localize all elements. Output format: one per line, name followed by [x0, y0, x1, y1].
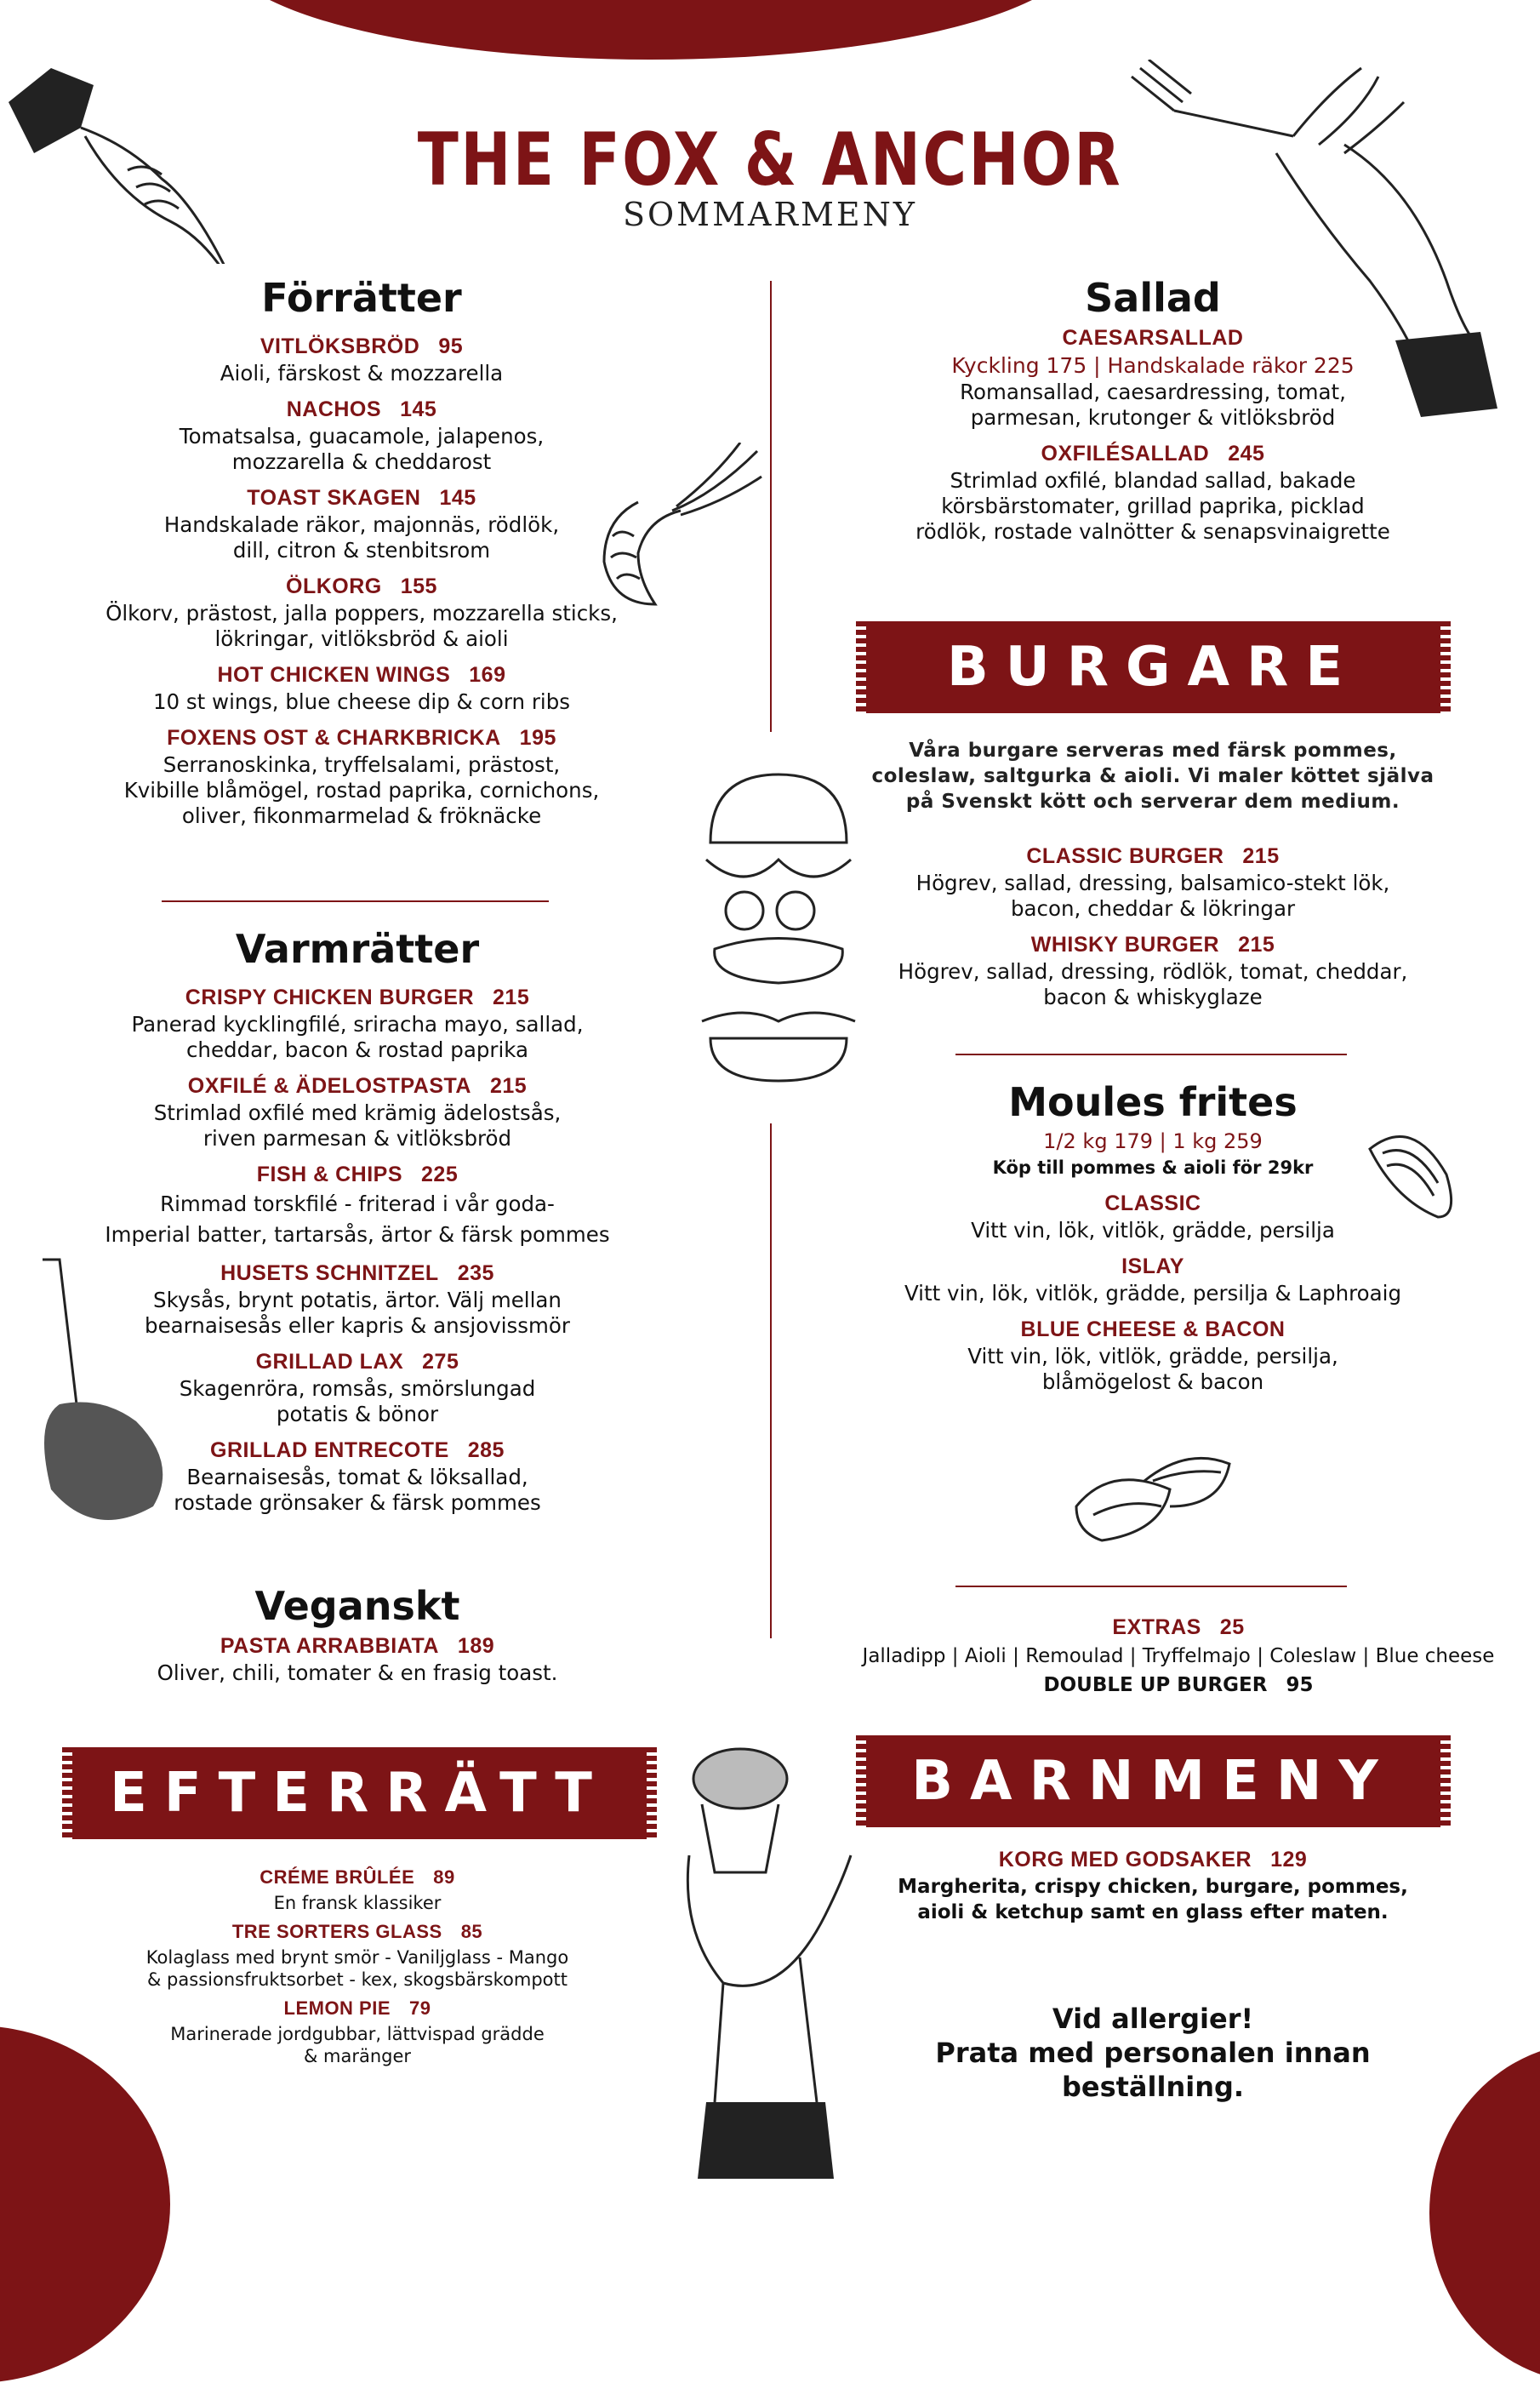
moules-prices: 1/2 kg 179 | 1 kg 259: [1043, 1129, 1263, 1153]
menu-item: [51, 1632, 664, 1686]
item-name: HUSETS SCHNITZEL: [220, 1261, 439, 1285]
item-description: Högrev, sallad, dressing, rödlök, tomat, cheddar, bacon & whiskyglaze: [898, 959, 1408, 1009]
item-name: WHISKY BURGER: [1030, 933, 1220, 957]
menu-item: [51, 483, 672, 563]
item-name: BLUE CHEESE & BACON: [1020, 1317, 1286, 1341]
extras-name: EXTRAS: [1112, 1615, 1201, 1639]
item-description: 10 st wings, blue cheese dip & corn ribs: [152, 689, 571, 714]
double-up-burger: [834, 1671, 1523, 1700]
banner-label: EFTERRÄTT: [110, 1762, 609, 1825]
allergy-line-1: Vid allergier!: [1052, 2003, 1254, 2035]
menu-item: [51, 1259, 664, 1339]
forratter-section: [51, 272, 672, 829]
item-description: Panerad kycklingfilé, sriracha mayo, sallad, cheddar, bacon & rostad paprika: [131, 1012, 584, 1062]
double-up-price: 95: [1286, 1674, 1314, 1696]
item-price: 245: [1228, 442, 1265, 466]
extras-price: 25: [1219, 1615, 1245, 1639]
section-divider: [955, 1054, 1347, 1055]
menu-item: [868, 1189, 1438, 1243]
menu-item: [868, 1845, 1438, 1925]
item-price: 235: [457, 1261, 494, 1285]
item-price: 225: [421, 1163, 459, 1186]
item-description: Strimlad oxfilé, blandad sallad, bakade körsbärstomater, grillad paprika, picklad rödlök, rostade valnötter & senapsvinaigrette: [915, 468, 1390, 544]
item-name: VITLÖKSBRÖD: [260, 334, 420, 358]
varmratter-section: [51, 923, 664, 1516]
barnmeny-section: [868, 1845, 1438, 1925]
item-name: OXFILÉSALLAD: [1041, 442, 1210, 466]
menu-item: [51, 395, 672, 475]
section-divider: [162, 900, 549, 902]
menu-item: [51, 983, 664, 1063]
item-variants: Kyckling 175 | Handskalade räkor 225: [951, 353, 1355, 378]
barnmeny-banner: [866, 1735, 1440, 1827]
menu-item: [85, 1994, 630, 2067]
item-name: ISLAY: [1121, 1254, 1184, 1278]
extras-list: Jalladipp | Aioli | Remoulad | Tryffelmajo | Coleslaw | Blue cheese: [862, 1645, 1495, 1667]
item-description: Kolaglass med brynt smör - Vaniljglass - Mango & passionsfruktsorbet - kex, skogsbärskompott: [145, 1947, 569, 1990]
item-name: KORG MED GODSAKER: [998, 1848, 1252, 1872]
menu-item: [868, 323, 1438, 431]
burgare-section: [859, 738, 1446, 1010]
item-description: Strimlad oxfilé med krämig ädelostsås, riven parmesan & vitlöksbröd: [153, 1100, 562, 1151]
item-name: OXFILÉ & ÄDELOSTPASTA: [187, 1074, 471, 1098]
item-description: Tomatsalsa, guacamole, jalapenos, mozzarella & cheddarost: [179, 424, 545, 474]
item-description: Vitt vin, lök, vitlök, grädde, persilja & Laphroaig: [904, 1281, 1402, 1306]
item-price: 215: [493, 986, 530, 1009]
restaurant-title: THE FOX & ANCHOR: [417, 117, 1123, 203]
item-description: Aioli, färskost & mozzarella: [220, 361, 504, 386]
item-name: ÖLKORG: [286, 574, 382, 598]
banner-label: BURGARE: [946, 636, 1360, 699]
item-price: 155: [400, 574, 437, 598]
menu-item: [51, 1347, 664, 1427]
section-title: Förrätter: [261, 275, 462, 321]
item-price: 215: [1242, 844, 1280, 868]
item-name: LEMON PIE: [283, 1997, 391, 2019]
section-title: Moules frites: [1008, 1079, 1298, 1125]
item-name: CAESARSALLAD: [1062, 326, 1244, 350]
ice-cream-hand-icon: [672, 1745, 859, 2179]
bottom-left-red-curve: [0, 2026, 170, 2383]
moules-section: [868, 1077, 1438, 1395]
menu-item: [51, 1071, 664, 1151]
burger-icon: [693, 766, 864, 1089]
item-price: 145: [439, 486, 476, 510]
menu-item: [868, 439, 1438, 545]
item-price: 89: [433, 1866, 455, 1888]
double-up-name: DOUBLE UP BURGER: [1043, 1674, 1268, 1696]
item-name: CLASSIC BURGER: [1026, 844, 1224, 868]
moules-note: Köp till pommes & aioli för 29kr: [992, 1157, 1314, 1178]
vertical-divider-top: [770, 281, 772, 732]
menu-item: [51, 660, 672, 715]
mussels-icon: [1068, 1447, 1238, 1549]
section-title: Veganskt: [254, 1583, 460, 1629]
item-description: Bearnaisesås, tomat & löksallad, rostade grönsaker & färsk pommes: [174, 1465, 541, 1515]
item-description: Vitt vin, lök, vitlök, grädde, persilja: [971, 1218, 1335, 1243]
item-name: FISH & CHIPS: [256, 1163, 403, 1186]
item-price: 195: [519, 726, 556, 750]
menu-item: [51, 1436, 664, 1516]
item-description: Serranoskinka, tryffelsalami, prästost, Kvibille blåmögel, rostad paprika, cornichons, oliver, fikonmarmelad & fröknäcke: [123, 752, 600, 828]
menu-item: [85, 1917, 630, 1991]
item-name: FOXENS OST & CHARKBRICKA: [167, 726, 501, 750]
item-price: 215: [489, 1074, 528, 1098]
item-price: 215: [1238, 933, 1275, 957]
item-price: 275: [422, 1350, 459, 1374]
menu-item: [859, 930, 1446, 1010]
item-name: GRILLAD LAX: [255, 1350, 404, 1374]
item-price: 85: [460, 1921, 483, 1942]
menu-subtitle: SOMMARMENY: [622, 196, 918, 233]
item-price: 145: [400, 397, 437, 421]
item-price: 95: [438, 334, 464, 358]
item-price: 189: [457, 1634, 495, 1658]
item-description: Skagenröra, romsås, smörslungad potatis & bönor: [179, 1376, 536, 1426]
veganskt-section: [51, 1580, 664, 1686]
section-divider: [955, 1586, 1347, 1587]
burgare-intro: Våra burgare serveras med färsk pommes, coleslaw, saltgurka & aioli. Vi maler köttet själva på Svenskt kött och serverar dem medium.: [871, 740, 1434, 813]
item-description: Ölkorv, prästost, jalla poppers, mozzarella sticks, lökringar, vitlöksbröd & aioli: [106, 601, 618, 651]
item-description: Handskalade räkor, majonnäs, rödlök, dill, citron & stenbitsrom: [163, 512, 560, 563]
item-price: 169: [469, 663, 506, 687]
extras-section: [834, 1613, 1523, 1700]
menu-item: [51, 572, 672, 652]
item-description: Romansallad, caesardressing, tomat, parmesan, krutonger & vitlöksbröd: [960, 380, 1346, 430]
vertical-divider-bottom: [770, 1123, 772, 1638]
allergy-line-2: Prata med personalen innan beställning.: [935, 2037, 1371, 2103]
item-name: TOAST SKAGEN: [247, 486, 421, 510]
item-price: 285: [467, 1438, 505, 1462]
menu-item: [868, 1252, 1438, 1306]
item-description: Högrev, sallad, dressing, balsamico-stekt lök, bacon, cheddar & lökringar: [915, 871, 1390, 921]
item-name: PASTA ARRABBIATA: [220, 1634, 439, 1658]
item-name: CLASSIC: [1104, 1192, 1201, 1215]
menu-item: [51, 723, 672, 829]
section-title: Sallad: [1085, 275, 1221, 321]
item-description: Margherita, crispy chicken, burgare, pommes, aioli & ketchup samt en glass efter maten.: [898, 1876, 1408, 1923]
menu-item: [51, 332, 672, 386]
item-description: Vitt vin, lök, vitlök, grädde, persilja, blåmögelost & bacon: [967, 1344, 1338, 1394]
menu-item: [859, 842, 1446, 922]
item-description: Skysås, brynt potatis, ärtor. Välj mellan bearnaisesås eller kapris & ansjovissmör: [145, 1288, 570, 1338]
item-name: CRISPY CHICKEN BURGER: [185, 986, 475, 1009]
item-description: Rimmad torskfilé - friterad i vår goda- Imperial batter, tartarsås, ärtor & färsk pommes: [105, 1192, 610, 1247]
item-name: GRILLAD ENTRECOTE: [210, 1438, 449, 1462]
item-price: 129: [1270, 1848, 1308, 1872]
sallad-section: [868, 272, 1438, 545]
menu-item: [85, 1863, 630, 1914]
efterratt-banner: [72, 1747, 647, 1839]
banner-label: BARNMENY: [911, 1750, 1395, 1813]
item-description: En fransk klassiker: [273, 1893, 442, 1913]
menu-item: [868, 1315, 1438, 1395]
item-price: 79: [409, 1997, 431, 2019]
item-description: Oliver, chili, tomater & en frasig toast.: [157, 1660, 558, 1685]
menu-item: [51, 1160, 664, 1250]
section-title: Varmrätter: [235, 926, 480, 972]
allergy-notice: [851, 2002, 1455, 2104]
item-name: NACHOS: [286, 397, 382, 421]
item-description: Marinerade jordgubbar, lättvispad grädde & maränger: [170, 2024, 545, 2066]
item-name: CRÉME BRÛLÉE: [260, 1866, 415, 1888]
item-name: HOT CHICKEN WINGS: [217, 663, 451, 687]
efterratt-section: [85, 1860, 630, 2067]
top-red-arc: [221, 0, 1081, 60]
burgare-banner: [866, 621, 1440, 713]
item-name: TRE SORTERS GLASS: [231, 1921, 442, 1942]
